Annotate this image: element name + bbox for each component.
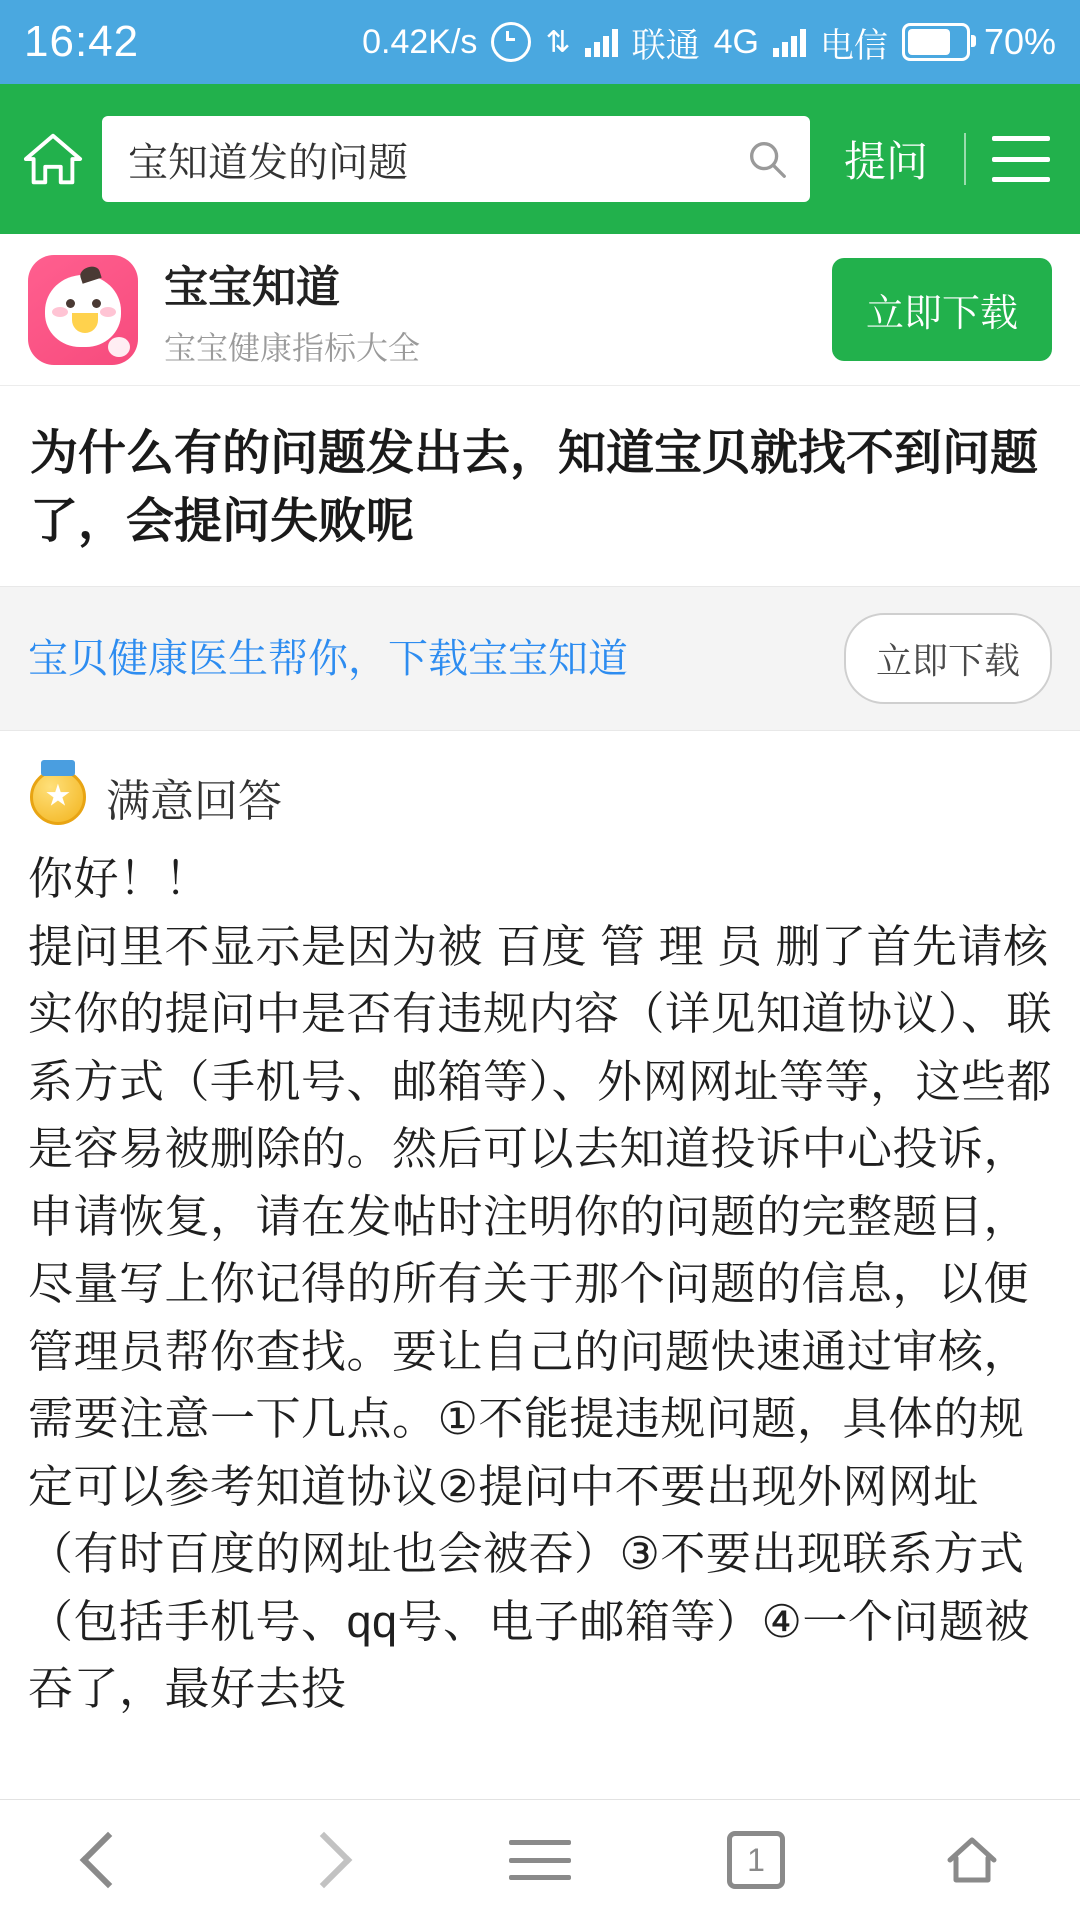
- hamburger-menu-icon[interactable]: [509, 1840, 571, 1880]
- alarm-icon: [491, 22, 531, 62]
- home-icon[interactable]: [22, 128, 84, 190]
- nav-menu-button[interactable]: [470, 1810, 610, 1910]
- medal-icon: [30, 769, 86, 825]
- signal-bars-icon-1: [585, 27, 618, 57]
- carrier-label-1: 联通: [631, 26, 700, 65]
- nav-back-button[interactable]: [38, 1810, 178, 1910]
- status-clock: 16:42: [24, 17, 140, 66]
- sync-icon: ⇅: [545, 25, 571, 59]
- baby-app-logo-icon: [28, 255, 138, 365]
- chevron-right-icon[interactable]: [296, 1832, 353, 1889]
- app-header: [0, 84, 1080, 234]
- answer-paragraph-1: 你好！！: [28, 853, 211, 905]
- tabs-icon[interactable]: 1: [727, 1831, 785, 1889]
- nav-home-button[interactable]: [902, 1810, 1042, 1910]
- app-tagline: 宝宝健康指标大全: [164, 329, 421, 366]
- question-title: 为什么有的问题发出去，知道宝贝就找不到问题了，会提问失败呢: [30, 427, 1039, 549]
- nav-tabs-button[interactable]: [686, 1810, 826, 1910]
- best-answer-label: 满意回答: [106, 777, 282, 827]
- browser-bottom-nav: [0, 1799, 1080, 1920]
- answer-paragraph-2: 提问里不显示是因为被 百度 管 理 员 删了首先请核实你的提问中是否有违规内容（详见知道协议）、联系方式（手机号、邮箱等）、外网网址等等，这些都是容易被删除的。然后可以去知道投诉中心投诉，申请恢复，请在发帖时注明你的问题的完整题目，尽量写上你记得的所有关于那个问题的信息，以便管理员帮你查找。要让自己的问题快速通过审核，需要注意一下几点。①不能提违规问题，具体的规定可以参考知道协议②提问中不要出现外网网址（有时百度的网址也会被吞）③不要出现联系方式（包括手机号、qq号、电子邮箱等）④一个问题被吞了，最好去投: [28, 920, 1053, 1715]
- header-divider: [964, 133, 966, 185]
- carrier-label-2: 电信: [819, 26, 888, 65]
- battery-percentage: 70%: [983, 21, 1056, 62]
- status-bar: [0, 0, 1080, 84]
- search-input-value[interactable]: 宝知道发的问题: [128, 140, 408, 185]
- home-outline-icon[interactable]: [944, 1834, 1000, 1886]
- network-speed: 0.42K/s: [362, 22, 478, 61]
- search-input[interactable]: [102, 116, 810, 202]
- promo-strip: [0, 586, 1080, 731]
- ask-question-button[interactable]: 提问: [843, 138, 928, 185]
- answer-header: [0, 731, 1080, 839]
- signal-bars-icon-2: [773, 27, 806, 57]
- nav-forward-button[interactable]: [254, 1810, 394, 1910]
- app-name: 宝宝知道: [164, 262, 340, 312]
- promo-strip-link[interactable]: 宝贝健康医生帮你，下载宝宝知道: [28, 636, 628, 681]
- promo-strip-download-button[interactable]: 立即下载: [844, 613, 1052, 704]
- search-icon[interactable]: [744, 136, 790, 182]
- app-promo-bar: [0, 234, 1080, 386]
- hamburger-menu-icon[interactable]: [992, 136, 1050, 182]
- status-indicators: [362, 18, 1056, 67]
- network-type-label: 4G: [713, 22, 759, 61]
- answer-body: [0, 839, 1080, 1723]
- battery-icon: [902, 23, 970, 61]
- chevron-left-icon[interactable]: [80, 1832, 137, 1889]
- app-promo-texts: [164, 251, 420, 369]
- download-button[interactable]: 立即下载: [832, 258, 1052, 361]
